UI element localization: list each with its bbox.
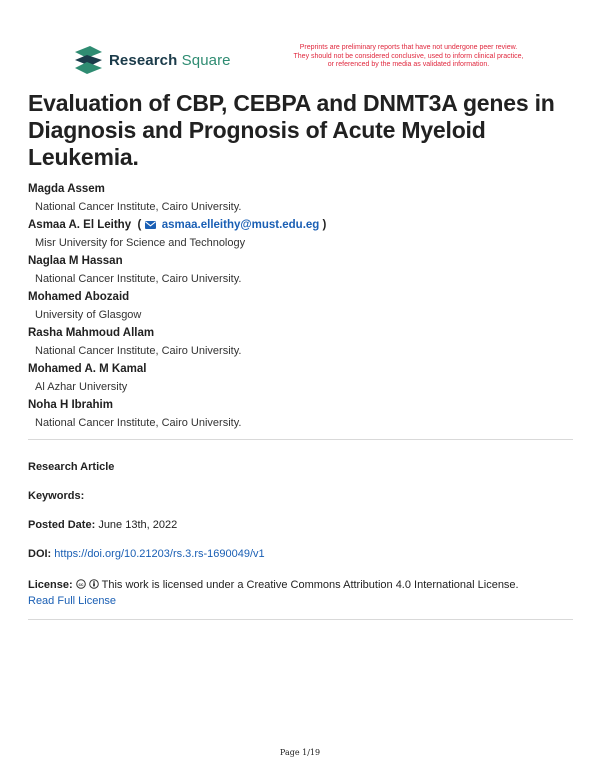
- author-name: Magda Assem: [28, 183, 105, 195]
- creative-commons-icon: [76, 579, 86, 589]
- doi-row: [28, 546, 578, 562]
- author-affiliation: Al Azhar University: [35, 381, 128, 393]
- page-number: Page 1/19: [279, 748, 321, 757]
- article-type: [28, 459, 578, 475]
- author-affiliation: National Cancer Institute, Cairo University.: [35, 417, 242, 429]
- author-affiliation: Misr University for Science and Technology: [35, 237, 246, 249]
- brand-name-square: Square: [181, 51, 231, 69]
- preprint-notice-line: They should not be considered conclusive, used to inform clinical practice,: [293, 52, 524, 60]
- license-text: This work is licensed under a Creative Commons Attribution 4.0 International License.: [101, 579, 519, 591]
- author-name: Naglaa M Hassan: [28, 255, 123, 267]
- author-entry: [28, 324, 578, 360]
- author-name: Noha H Ibrahim: [28, 399, 113, 411]
- preprint-notice-line: or referenced by the media as validated information.: [327, 61, 490, 68]
- brand-name: [109, 52, 231, 69]
- author-name-with-email: [28, 216, 578, 234]
- keywords-row: [28, 488, 578, 504]
- license-label: License:: [28, 579, 73, 591]
- author-entry: [28, 288, 578, 324]
- posted-date-label: Posted Date:: [28, 519, 96, 531]
- author-email-link[interactable]: asmaa.elleithy@must.edu.eg: [161, 219, 320, 231]
- keywords-label: Keywords:: [28, 490, 85, 502]
- author-list: [28, 180, 578, 432]
- doi-label: DOI:: [28, 548, 52, 560]
- author-entry: [28, 396, 578, 432]
- brand-name-research: Research: [109, 51, 178, 69]
- author-name: Mohamed A. M Kamal: [28, 363, 147, 375]
- header: [75, 44, 545, 80]
- author-name: Mohamed Abozaid: [28, 291, 130, 303]
- attribution-icon: [89, 579, 99, 589]
- author-entry: [28, 360, 578, 396]
- author-entry: [28, 180, 578, 216]
- research-square-logo[interactable]: [75, 46, 231, 74]
- posted-date-row: [28, 517, 578, 533]
- email-close-paren: ): [322, 219, 327, 231]
- read-full-license-link[interactable]: Read Full License: [28, 595, 117, 607]
- author-affiliation: National Cancer Institute, Cairo University.: [35, 273, 242, 285]
- research-square-logo-icon: [75, 46, 102, 74]
- preprint-notice: [271, 44, 546, 70]
- envelope-icon: [145, 221, 156, 229]
- svg-text:cc: cc: [78, 582, 84, 587]
- license-row: [28, 577, 578, 609]
- author-affiliation: University of Glasgow: [35, 309, 142, 321]
- author-name: Asmaa A. El Leithy: [28, 219, 132, 231]
- article-type-label: Research Article: [28, 461, 115, 473]
- posted-date-value: June 13th, 2022: [98, 519, 178, 531]
- paper-title: Evaluation of CBP, CEBPA and DNMT3A genes in Diagnosis and Prognosis of Acute Myeloid Leukemia.: [28, 90, 555, 170]
- email-open-paren: (: [134, 219, 142, 231]
- author-affiliation: National Cancer Institute, Cairo University.: [35, 201, 242, 213]
- author-entry: [28, 252, 578, 288]
- author-affiliation: National Cancer Institute, Cairo University.: [35, 345, 242, 357]
- preprint-notice-line: Preprints are preliminary reports that have not undergone peer review.: [299, 44, 518, 51]
- author-name: Rasha Mahmoud Allam: [28, 327, 155, 339]
- author-entry: [28, 216, 578, 252]
- section-divider: [28, 439, 573, 440]
- section-divider: [28, 619, 573, 620]
- doi-link[interactable]: https://doi.org/10.21203/rs.3.rs-1690049/v1: [54, 548, 265, 560]
